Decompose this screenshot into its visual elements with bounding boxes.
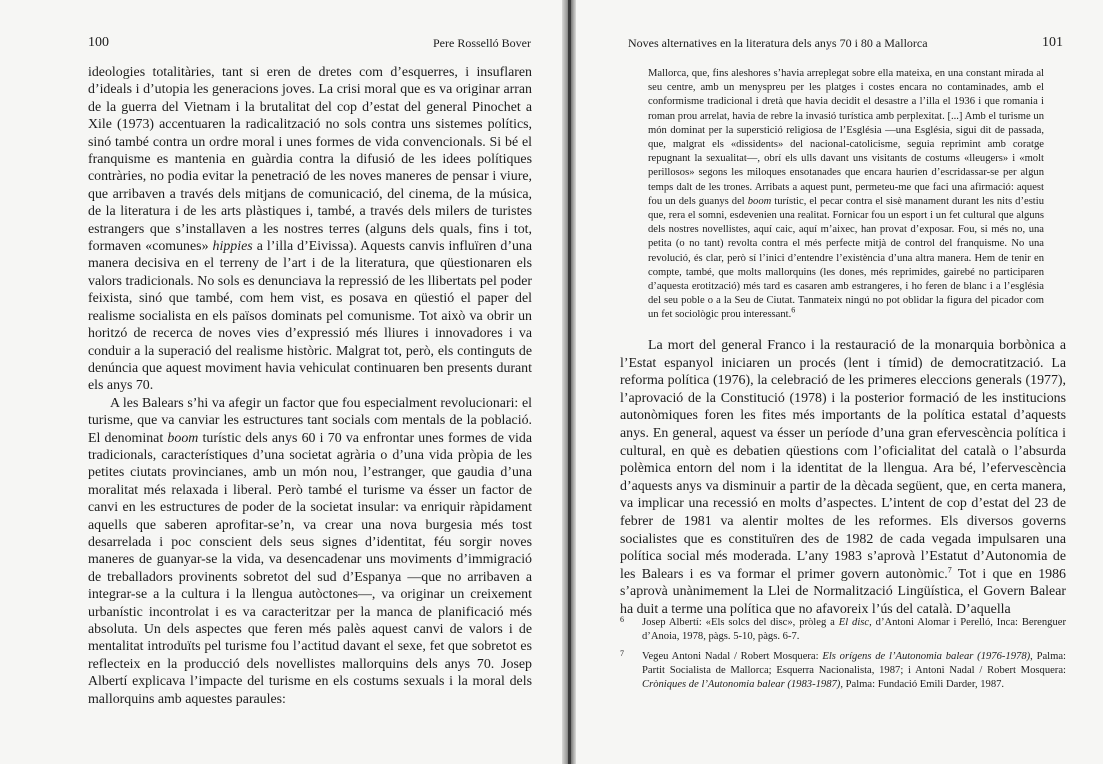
paragraph: A les Balears s’hi va afegir un factor que fou especialment revolucionari: el turisme, que va canviar les estructures tant socials com mentals de la població. El denominat boom turístic dels anys 60 i 70 va enfrontar unes formes de vida tradicionals, característiques d’una societat agrària o d’una vida pròpia de les petites ciutats provincianes, amb un món nou, l’estranger, que gaudia d’una moralitat més relaxada i liberal. Però també el turisme va ésser un factor de canvi en les estructures de poder de la societat insular: va enriquir ràpidament aquells que saberen aprofitar-se’n, va crear una nova burgesia més tost desarrelada i poc conscient dels seus signes d’identitat, féu sorgir noves maneres de guanyar-se la vida, va desencadenar uns moviments d’immigració de treballadors provinents sobretot del sud d’Espanya —que no arribaven a integrar-se a la cultura i la llengua autòctones—, va originar un creixement urbanístic incontrolat i es va caracteritzar per la manca de planificació més absoluta. Un dels aspectes que feren més palès aquest canvi de valors i de mentalitat introduïts pel turisme fou l’actitud davant el sexe, fet que sobretot es reflecteix en la producció dels novellistes mallorquins dels anys 70. Josep Albertí explicava l’impacte del turisme en els costums sexuals i la moral dels mallorquins amb aquestes paraules: <box>88 395 532 707</box>
footnote-number: 7 <box>620 648 624 658</box>
footnote-ref[interactable]: 7 <box>947 565 952 575</box>
footnote: 6 Josep Albertí: «Els solcs del disc», pròleg a El disc, d’Antoni Alomar i Perelló, Inca: Berenguer d’Anoia, 1978, pàgs. 5-10, pàgs. 6-7. <box>620 615 1066 643</box>
spine-shadow <box>568 0 571 764</box>
right-page <box>576 0 1103 764</box>
block-quote: Mallorca, que, fins aleshores s’havia arreplegat sobre ella mateixa, en una constant mirada al seu centre, amb un menyspreu per les platges i costes encara no contaminades, amb el conformisme tradicional i dretà que havia decidit el desastre a l’illa el 1936 i que romania i roman prou arrelat, havia de rebre la invasió turística amb perplexitat. [...] Amb el turisme un món dominat per la superstició religiosa de l’Església —una Església, sigui dit de passada, que, malgrat els «dissidents» del nacional-catolicisme, seguia reprimint amb coratge repugnant la sexualitat—, obrí els ulls davant uns visitants de costums «lleugers» i «molt perillosos» segons les miloques ensotanades que encara haurien d’escridassar-se per algun temps dalt de les trones. Arribats a aquest punt, permeteu-me que faci una afirmació: aquest fou un dels guanys del boom turístic, el pecar contra el sisè manament durant les nits d’estiu que, rera el somni, esdevenien una realitat. Fornicar fou un esport i un fet cultural que alguns dels nostres novellistes, aquí caic, aquí m’aixec, han provat d’exposar. Fou, si més no, una petita (o no tant) revolta contra el més perfecte mitjà de control del franquisme. No una revolució, és clar, però sí l’inici d’entendre l’existència d’una altra manera. Hem de tenir en compte, també, que molts mallorquins (les dones, més reprimides, gairebé no participaren d’aquesta erotització) més tard es casaren amb estrangeres, i ho feren de blanc i a l’església del seu poble o a la Seu de Ciutat. Tanmateix ningú no pot oblidar la figura del picador com un fet sociològic prou interessant.$^6$ <box>648 68 1044 321</box>
body-text <box>88 64 532 708</box>
running-head-title: Noves alternatives en la literatura dels anys 70 i 80 a Mallorca <box>628 36 928 50</box>
page-number: 100 <box>88 35 109 50</box>
footnote-number: 6 <box>620 615 624 624</box>
footnotes <box>620 616 1066 697</box>
footnote-ref[interactable]: 6 <box>791 305 796 315</box>
paragraph: ideologies totalitàries, tant si eren de dretes com d’esquerres, i insuflaren d’ideals i d’utopia les generacions joves. La crisi moral que es va originar arran de la guerra del Vietnam i la brutalitat del cop d’estat del general Pinochet a Xile (1973) accentuaren la radicalització no sols contra uns sistemes polítics, sinó també contra un ordre moral i unes formes de vida convencionals. Si bé el franquisme es mantenia en guàrdia contra la difusió de les idees polítiques contràries, no podia evitar la penetració de les noves maneres de pensar i viure, que arribaven a través dels mitjans de comunicació, del cinema, de la música, de la literatura i de les arts plàstiques i, també, a través dels milers de turistes estrangers que s’installaven a les nostres terres (alguns dels quals, fins i tot, formaven «comunes» hippies a l’illa d’Eivissa). Aquests canvis influïren d’una manera decisiva en el terreny de l’art i de la literatura, que qüestionaren els valors tradicionals. No sols es denunciava la repressió de les llibertats pel poder feixista, sinó que també, com hem vist, es posava en qüestió el paper del realisme socialista en els països dominats pel comunisme. Tot això va obrir un horitzó de recerca de noves vies d’expressió més lliures i innovadores i va conduir a la superació del realisme històric. Malgrat tot, però, els continguts de denúncia que aquest moviment havia vehiculat continuaren ben presents durant els anys 70. <box>88 65 532 394</box>
paragraph: La mort del general Franco i la restauració de la monarquia borbònica a l’Estat espanyol iniciaren un procés (lent i tímid) de democratització. La reforma política (1976), la celebració de les primeres eleccions generals (1977), l’aprovació de la Constitució (1978) i la posterior formació de les institucions autonòmiques foren les fites més importants de la política estatal d’aquests anys. En general, aquest va ésser un període d’una gran efervescència política i cultural, en què es debatien qüestions com l’oficialitat del català o l’absurda polèmica entorn del nom i la identitat de la llengua. Ara bé, l’efervescència d’aquests anys va disminuir a partir de la dècada següent, que, en certa manera, va implicar una recessió en molts d’aspectes. L’intent de cop d’estat del 23 de febrer de 1981 va alentir moltes de les reformes. Els diversos governs socialistes que es constituïren des de 1982 de cada vegada impulsaren una política social més moderada. L’any 1983 s’aprovà l’Estatut d’Autonomia de les Balears i es va formar el primer govern autonòmic.$^7$ Tot i que en 1986 s’aprovà unànimement la Llei de Normalització Lingüística, el Govern Balear ha duit a terme una política que no afavoreix l’ús del català. D’aquella <box>620 338 1066 617</box>
running-head-author: Pere Rosselló Bover <box>433 36 531 50</box>
footnote: 7 Vegeu Antoni Nadal / Robert Mosquera: Els orígens de l’Autonomia balear (1976-1978), Palma: Partit Socialista de Mallorca; Esquerra Nacionalista, 1987; i Antoni Nadal / Robert Mosquera: Cròniques de l’Autonomia balear (1983-1987), Palma: Fundació Emili Darder, 1987. <box>620 648 1066 691</box>
page-number: 101 <box>1042 35 1063 50</box>
body-text <box>620 337 1066 619</box>
